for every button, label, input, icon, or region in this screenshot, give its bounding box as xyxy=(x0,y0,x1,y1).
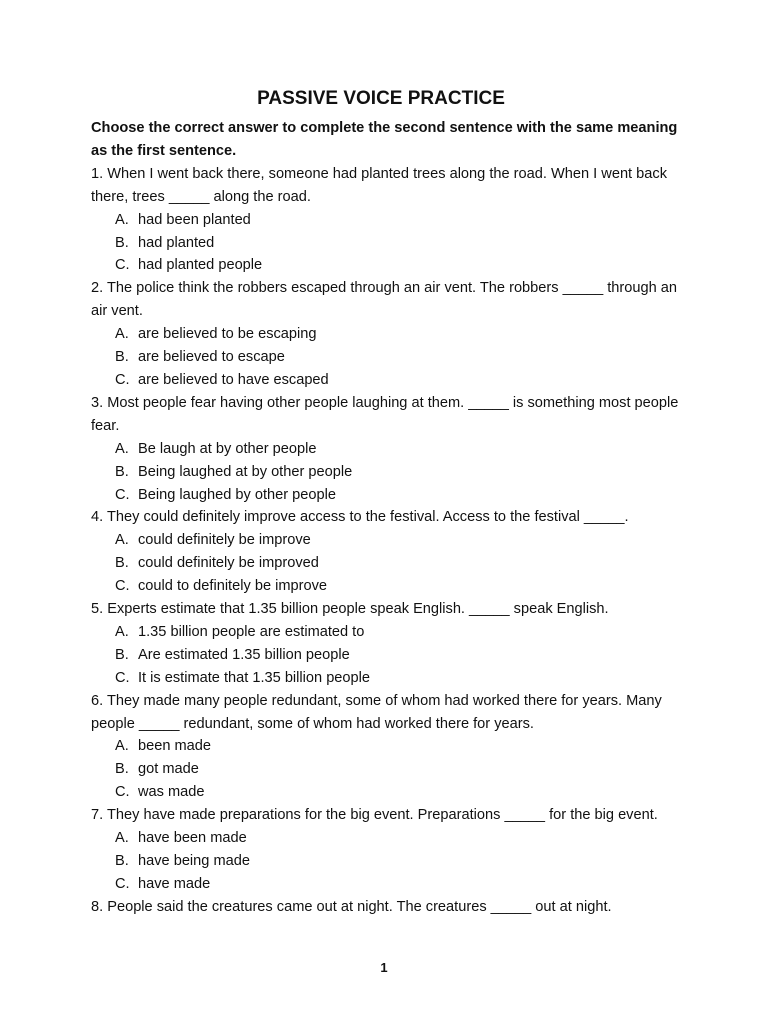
question-5 xyxy=(91,598,681,690)
answer-option xyxy=(91,758,681,781)
answer-option xyxy=(91,323,681,346)
page-title: PASSIVE VOICE PRACTICE xyxy=(257,88,505,109)
answer-option xyxy=(91,529,681,552)
answer-option xyxy=(91,552,681,575)
option-text: could to definitely be improve xyxy=(138,578,328,595)
option-text: are believed to escape xyxy=(138,349,285,366)
option-list xyxy=(91,827,681,896)
question-2 xyxy=(91,277,681,392)
option-text: got made xyxy=(138,761,199,778)
option-letter: B. xyxy=(115,555,129,572)
option-letter: A. xyxy=(115,830,129,847)
question-stem: 1. When I went back there, someone had planted trees along the road. When I went back there, trees _____ along the road. xyxy=(91,165,667,205)
answer-option xyxy=(91,369,681,392)
option-text: been made xyxy=(138,738,212,755)
option-letter: B. xyxy=(115,349,129,366)
option-list xyxy=(91,323,681,392)
answer-option xyxy=(91,850,681,873)
option-letter: C. xyxy=(115,486,130,503)
option-text: Being laughed by other people xyxy=(138,486,336,503)
option-letter: A. xyxy=(115,440,129,457)
answer-option xyxy=(91,827,681,850)
question-list xyxy=(91,163,681,919)
answer-option xyxy=(91,209,681,232)
answer-option xyxy=(91,873,681,896)
option-text: Being laughed at by other people xyxy=(138,463,353,480)
option-list xyxy=(91,438,681,507)
option-text: have made xyxy=(138,875,211,892)
answer-option xyxy=(91,575,681,598)
question-8 xyxy=(91,896,681,919)
question-stem: 2. The police think the robbers escaped through an air vent. The robbers _____ through an air vent. xyxy=(91,280,678,320)
option-letter: A. xyxy=(115,623,129,640)
question-stem: 5. Experts estimate that 1.35 billion people speak English. _____ speak English. xyxy=(91,601,609,618)
option-text: have been made xyxy=(138,830,247,847)
option-letter: B. xyxy=(115,761,129,778)
option-text: Be laugh at by other people xyxy=(138,440,317,457)
option-letter: C. xyxy=(115,371,130,388)
question-stem: 3. Most people fear having other people laughing at them. _____ is something most people fear. xyxy=(91,394,679,434)
option-text: 1.35 billion people are estimated to xyxy=(138,623,365,640)
option-text: could definitely be improve xyxy=(138,532,311,549)
option-text: It is estimate that 1.35 billion people xyxy=(138,669,371,686)
option-text: Are estimated 1.35 billion people xyxy=(138,646,350,663)
worksheet-page xyxy=(91,86,681,919)
answer-option xyxy=(91,735,681,758)
option-text: could definitely be improved xyxy=(138,555,319,572)
answer-option xyxy=(91,667,681,690)
question-stem: 7. They have made preparations for the big event. Preparations _____ for the big event. xyxy=(91,807,658,824)
option-text: had been planted xyxy=(138,211,251,228)
question-3 xyxy=(91,392,681,507)
answer-option xyxy=(91,644,681,667)
answer-option xyxy=(91,484,681,507)
question-stem: 8. People said the creatures came out at night. The creatures _____ out at night. xyxy=(91,898,612,915)
option-text: are believed to have escaped xyxy=(138,371,329,388)
question-7 xyxy=(91,804,681,896)
question-6 xyxy=(91,690,681,805)
answer-option xyxy=(91,781,681,804)
option-letter: A. xyxy=(115,738,129,755)
option-letter: B. xyxy=(115,463,129,480)
option-letter: B. xyxy=(115,853,129,869)
option-text: have being made xyxy=(138,853,250,869)
option-letter: C. xyxy=(115,669,130,686)
option-letter: B. xyxy=(115,646,129,663)
option-list xyxy=(91,735,681,804)
question-4 xyxy=(91,506,681,598)
answer-option xyxy=(91,438,681,461)
option-text: was made xyxy=(138,784,205,801)
option-letter: A. xyxy=(115,532,129,549)
question-stem: 4. They could definitely improve access to the festival. Access to the festival _____. xyxy=(91,509,629,526)
question-stem: 6. They made many people redundant, some of whom had worked there for years. Many people _____ redundant, some of whom had worked there for years. xyxy=(91,692,662,732)
answer-option xyxy=(91,346,681,369)
option-text: had planted xyxy=(138,234,215,251)
answer-option xyxy=(91,254,681,277)
option-list xyxy=(91,621,681,690)
option-letter: C. xyxy=(115,784,130,801)
option-letter: A. xyxy=(115,326,129,343)
option-list xyxy=(91,529,681,598)
page-number: 1 xyxy=(380,960,388,975)
option-text: are believed to be escaping xyxy=(138,326,317,343)
answer-option xyxy=(91,461,681,484)
option-letter: C. xyxy=(115,875,130,892)
option-letter: A. xyxy=(115,211,129,228)
option-letter: C. xyxy=(115,257,130,274)
option-text: had planted people xyxy=(138,257,263,274)
answer-option xyxy=(91,232,681,255)
question-1 xyxy=(91,163,681,278)
answer-option xyxy=(91,621,681,644)
option-letter: C. xyxy=(115,578,130,595)
instructions: Choose the correct answer to complete the second sentence with the same meaning as the first sentence. xyxy=(91,120,678,159)
option-list xyxy=(91,209,681,278)
option-letter: B. xyxy=(115,234,129,251)
